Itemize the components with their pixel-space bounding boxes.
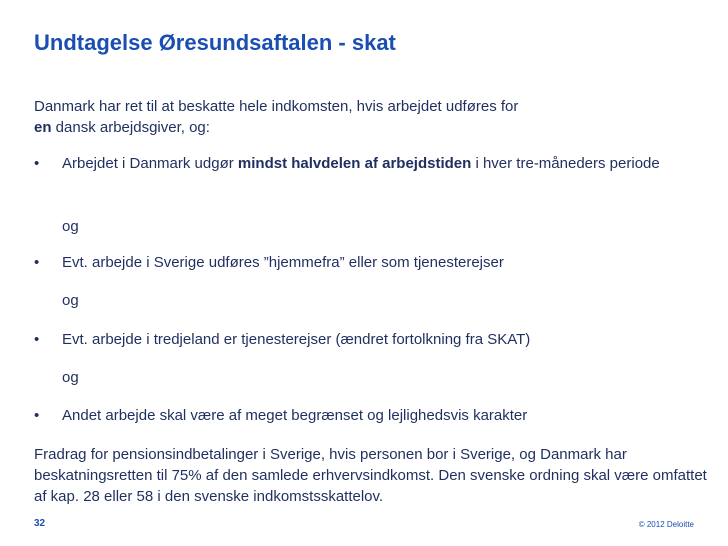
bullet-item <box>34 329 674 350</box>
bullet-marker: • <box>34 254 40 271</box>
bullet-marker: • <box>34 155 40 172</box>
bullet-text-part: i hver tre-måneders periode <box>471 155 660 172</box>
intro-rest: dansk arbejdsgiver, og: <box>51 119 210 136</box>
bullet-marker: • <box>34 331 40 348</box>
intro-bold-word: en <box>34 119 52 136</box>
connector-text: og <box>62 292 79 309</box>
intro-paragraph <box>34 96 674 138</box>
intro-line: Danmark har ret til at beskatte hele indkomsten, hvis arbejdet udføres for <box>34 98 519 115</box>
bullet-text: Evt. arbejde i tredjeland er tjenesterejser (ændret fortolkning fra SKAT) <box>62 331 531 348</box>
connector-text: og <box>62 369 79 386</box>
bullet-item <box>34 405 674 426</box>
bullet-text: Evt. arbejde i Sverige udføres ”hjemmefra” eller som tjenesterejser <box>62 254 504 271</box>
bullet-item <box>34 153 674 174</box>
bullet-text <box>62 153 662 174</box>
connector-text: og <box>62 218 79 235</box>
bullet-marker: • <box>34 407 40 424</box>
slide-title: Undtagelse Øresundsaftalen - skat <box>34 30 396 55</box>
bullet-item <box>34 252 674 273</box>
copyright-notice: © 2012 Deloitte <box>638 520 694 529</box>
bullet-text-part: Arbejdet i Danmark udgør <box>62 155 238 172</box>
closing-paragraph: Fradrag for pensionsindbetalinger i Sverige, hvis personen bor i Sverige, og Danmark har beskatningsretten til 75% af den samlede erhvervsindkomst. Den svenske ordning skal være omfattet af kap. 28 eller 58 i den svenske indkomstsskattelov. <box>34 446 707 505</box>
page-number: 32 <box>34 518 46 529</box>
bullet-text-bold: mindst halvdelen af arbejdstiden <box>237 155 472 172</box>
bullet-text: Andet arbejde skal være af meget begrænset og lejlighedsvis karakter <box>62 407 528 424</box>
